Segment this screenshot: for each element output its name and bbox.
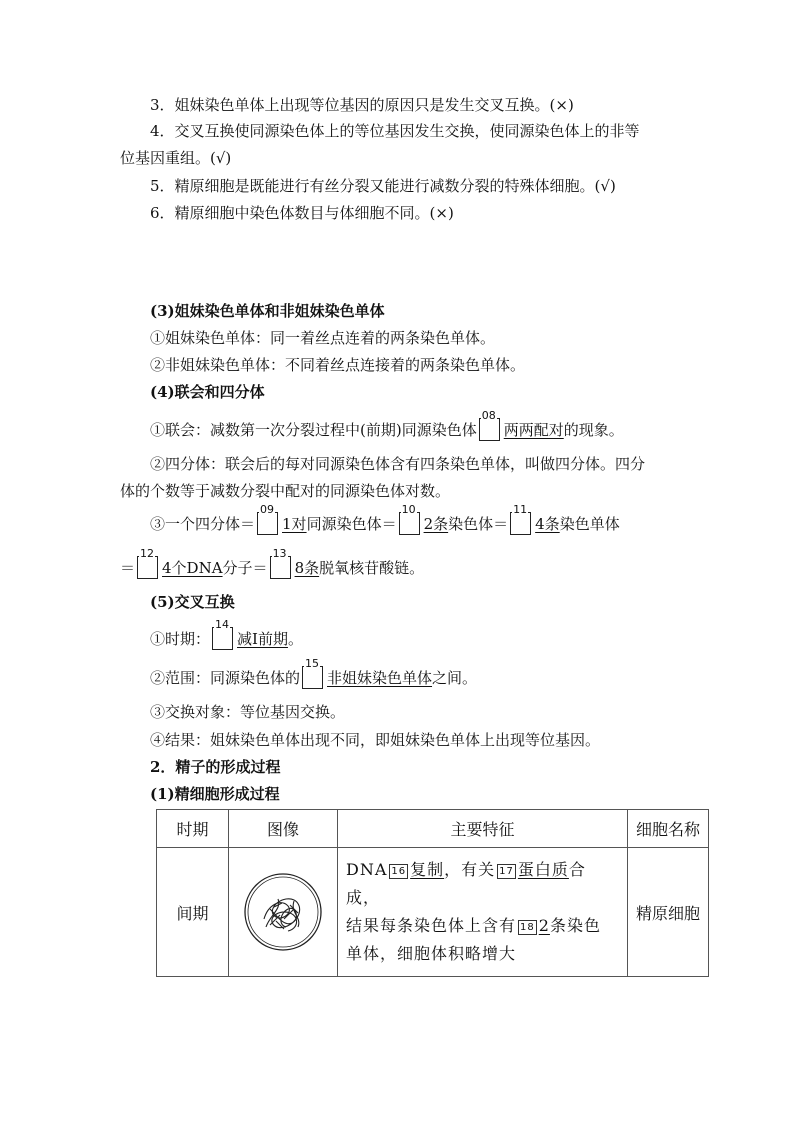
sec5-line1: [150, 618, 303, 650]
sec5-line2: [150, 657, 478, 689]
table-cell-features: [338, 848, 628, 977]
answer-11: 4条: [535, 515, 560, 533]
interphase-cell-illustration: [240, 869, 326, 955]
table-cell-image: [229, 848, 338, 977]
blank-num-16: 16: [391, 866, 407, 877]
sec4-line2b: 体的个数等于减数分裂中配对的同源染色体对数。: [120, 482, 451, 500]
sec5-l2-pre: ②范围：同源染色体的: [150, 669, 301, 687]
answer-10: 2条: [423, 515, 449, 533]
sec5-line4: ④结果：姐妹染色单体出现不同，即姐妹染色单体上出现等位基因。: [150, 731, 601, 749]
sec4-t13: 脱氧核苷酸链。: [319, 559, 425, 577]
blank-num-08: 08: [481, 409, 496, 422]
blank-box-12: [137, 547, 158, 579]
item-3: 3．姐妹染色单体上出现等位基因的原因只是发生交叉互换。(×): [150, 96, 574, 114]
sec5-l2-post: 之间。: [432, 669, 478, 687]
sec5-line3: ③交换对象：等位基因交换。: [150, 703, 346, 721]
blank-num-09: 09: [260, 503, 275, 516]
blank-num-12: 12: [140, 547, 155, 560]
blank-box-13: [270, 547, 291, 579]
feat-p3: 合成，: [346, 860, 586, 907]
table-header-features: 主要特征: [338, 810, 628, 848]
blank-num-13: 13: [272, 547, 287, 560]
answer-17: 蛋白质: [517, 860, 569, 879]
sec4-line2a: ②四分体：联会后的每对同源染色体含有四条染色单体，叫做四分体。四分: [150, 455, 646, 473]
sec5-heading: (5)交叉互换: [150, 593, 235, 611]
blank-num-14: 14: [215, 618, 230, 631]
table-row: [157, 848, 709, 977]
part2-sub1: (1)精细胞形成过程: [150, 785, 280, 803]
sec4-line1: [150, 409, 624, 441]
answer-09: 1对: [282, 515, 307, 533]
item-4-line2: 位基因重组。(√): [120, 149, 232, 167]
blank-box-15: [302, 657, 323, 689]
blank-box-10: [399, 503, 420, 535]
blank-box-11: [510, 503, 531, 535]
feat-p2: ，有关: [444, 860, 496, 879]
blank-num-17: 17: [499, 866, 514, 877]
table-header-image: 图像: [229, 810, 338, 848]
table-header-row: [157, 810, 709, 848]
answer-18: 2: [538, 916, 550, 935]
table-header-period: 时期: [157, 810, 229, 848]
blank-box-09: [257, 503, 278, 535]
sec4-t12: 分子＝: [222, 559, 268, 577]
table-cell-period: 间期: [157, 848, 229, 977]
answer-08: 两两配对: [503, 421, 564, 439]
blank-num-15: 15: [305, 657, 320, 670]
answer-13: 8条: [294, 559, 320, 577]
item-6: 6．精原细胞中染色体数目与体细胞不同。(×): [150, 204, 454, 222]
sec4-l1-post: 的现象。: [563, 421, 624, 439]
sec4-line3: [150, 503, 620, 535]
sec4-t09: 同源染色体＝: [306, 515, 397, 533]
sec4-heading: (4)联会和四分体: [150, 383, 265, 401]
answer-14: 减Ⅰ前期: [237, 630, 288, 648]
blank-box-14: [212, 618, 233, 650]
answer-15: 非姐妹染色单体: [327, 669, 433, 687]
sec4-l3-pre: ③一个四分体＝: [150, 515, 256, 533]
sec5-l1-post: 。: [287, 630, 303, 648]
sec4-l1-pre: ①联会：减数第一次分裂过程中(前期)同源染色体: [150, 421, 477, 439]
blank-num-18: 18: [520, 922, 535, 933]
feat-p6: 单体，细胞体积略增大: [346, 944, 517, 963]
sec4-line4: [120, 547, 425, 579]
table-header-cell-name: 细胞名称: [628, 810, 709, 848]
sec5-l1-pre: ①时期：: [150, 630, 211, 648]
sec4-t10: 染色体＝: [448, 515, 509, 533]
table-cell-cell-name: 精原细胞: [628, 848, 709, 977]
sec4-l4-pre: ＝: [120, 559, 136, 577]
answer-12: 4个DNA: [162, 559, 223, 577]
sec3-line1: ①姐妹染色单体：同一着丝点连着的两条染色单体。: [150, 329, 496, 347]
sec4-t11: 染色单体: [559, 515, 620, 533]
part2-heading: 2．精子的形成过程: [150, 758, 281, 776]
blank-num-11: 11: [513, 503, 528, 516]
blank-num-10: 10: [401, 503, 416, 516]
blank-box-08: [479, 409, 500, 441]
item-5: 5．精原细胞是既能进行有丝分裂又能进行减数分裂的特殊体细胞。(√): [150, 177, 616, 195]
sec3-heading: (3)姐妹染色单体和非姐妹染色单体: [150, 302, 385, 320]
item-4-line1: 4．交叉互换使同源染色体上的等位基因发生交换，使同源染色体上的非等: [150, 122, 640, 140]
feat-p5: 条染色: [549, 916, 601, 935]
sec3-line2: ②非姐妹染色单体：不同着丝点连接着的两条染色单体。: [150, 356, 526, 374]
spermatid-formation-table: [156, 809, 709, 977]
feat-p4: 结果每条染色体上含有: [346, 916, 517, 935]
feat-p1: DNA: [346, 860, 388, 879]
answer-16: 复制: [410, 860, 445, 879]
